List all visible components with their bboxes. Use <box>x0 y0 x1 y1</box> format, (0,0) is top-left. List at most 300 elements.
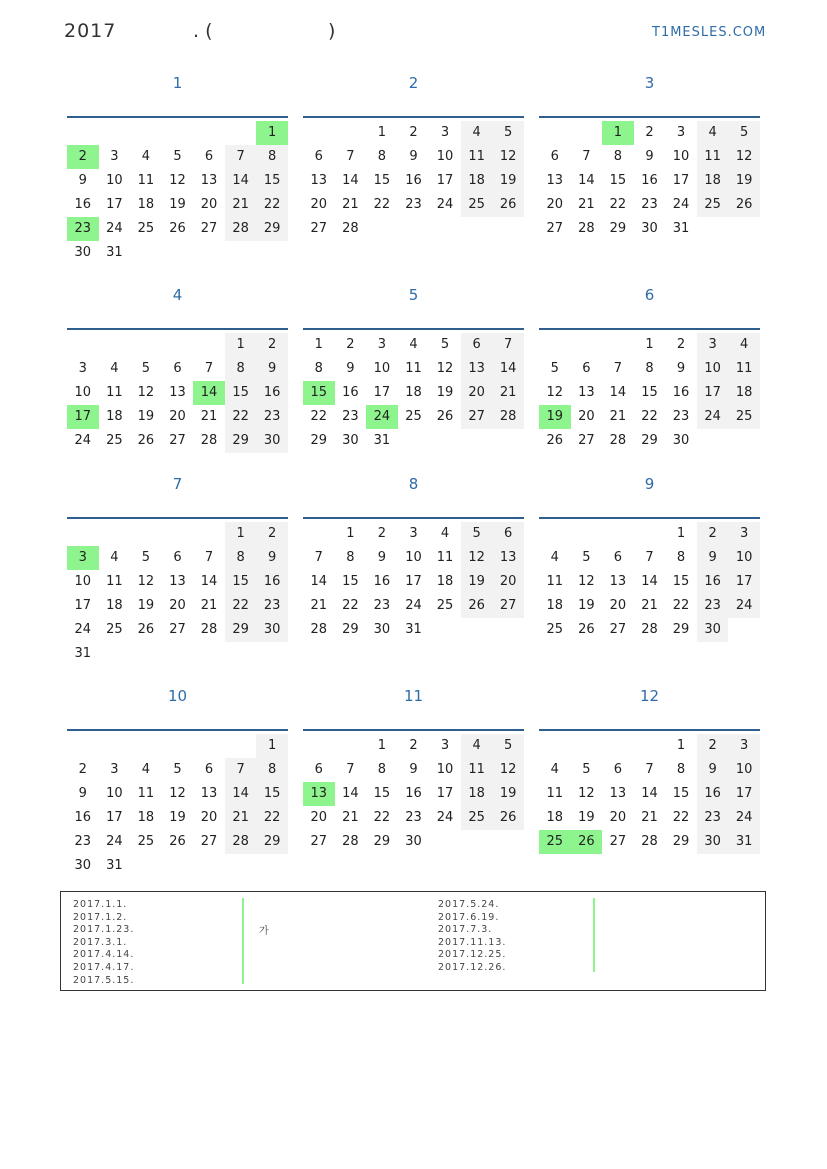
day-cell: 8 <box>613 149 623 164</box>
month-title: 4 <box>172 286 183 304</box>
day-cell: 23 <box>697 806 729 830</box>
day-cell: 15 <box>641 385 658 400</box>
day-cell: 10 <box>74 574 92 589</box>
empty-cell <box>67 522 99 546</box>
legend-left-bar <box>242 898 244 984</box>
day-cell: 17 <box>106 197 123 212</box>
empty-cell <box>602 333 634 357</box>
day-cell: 16 <box>672 385 690 400</box>
day-cell: 3 <box>676 125 686 140</box>
day-cell: 29 <box>342 622 359 637</box>
empty-cell <box>130 642 162 666</box>
day-cell: 6 <box>204 762 214 777</box>
day-cell: 15 <box>256 782 288 806</box>
day-cell: 19 <box>728 169 760 193</box>
day-cell: 12 <box>578 786 595 801</box>
day-cell: 14 <box>200 574 218 589</box>
week-row <box>67 618 288 642</box>
day-cell: 24 <box>436 197 454 212</box>
day-cell: 26 <box>461 594 493 618</box>
day-cell: 9 <box>409 762 418 777</box>
day-cell: 2 <box>409 125 418 140</box>
day-cell: 13 <box>546 173 564 188</box>
month-divider <box>67 116 288 118</box>
empty-cell <box>429 830 461 854</box>
empty-cell <box>429 618 461 642</box>
month-divider <box>67 729 288 731</box>
empty-cell <box>539 734 571 758</box>
day-cell: 2 <box>697 522 729 546</box>
day-cell: 6 <box>492 522 524 546</box>
day-cell: 9 <box>676 361 686 376</box>
empty-cell <box>193 241 225 265</box>
day-cell: 17 <box>728 782 760 806</box>
empty-cell <box>634 522 666 546</box>
day-cell: 25 <box>106 622 123 637</box>
day-cell: 5 <box>728 121 760 145</box>
day-cell: 2 <box>697 734 729 758</box>
day-cell: 8 <box>225 546 257 570</box>
day-cell: 28 <box>310 622 328 637</box>
legend-date: 2017.7.3. <box>438 924 493 936</box>
day-cell: 25 <box>137 221 155 236</box>
day-cell: 2 <box>67 145 99 169</box>
week-row <box>67 357 288 381</box>
day-cell: 27 <box>609 622 627 637</box>
day-cell: 21 <box>225 193 257 217</box>
day-cell: 15 <box>373 173 391 188</box>
day-cell: 8 <box>645 361 654 376</box>
week-row <box>67 806 288 830</box>
day-cell: 6 <box>613 762 623 777</box>
day-cell: 24 <box>672 197 690 212</box>
day-cell: 18 <box>405 385 422 400</box>
day-cell: 30 <box>697 830 729 854</box>
week-row <box>67 642 288 666</box>
day-cell: 5 <box>582 762 591 777</box>
day-cell: 14 <box>225 169 257 193</box>
empty-cell <box>162 522 194 546</box>
day-cell: 30 <box>74 245 92 260</box>
day-cell: 19 <box>436 385 454 400</box>
empty-cell <box>728 618 760 642</box>
week-row <box>539 806 760 830</box>
day-cell: 3 <box>110 149 119 164</box>
day-cell: 26 <box>492 193 524 217</box>
week-row <box>539 522 760 546</box>
day-cell: 16 <box>697 570 729 594</box>
week-row <box>539 618 760 642</box>
day-cell: 30 <box>697 618 729 642</box>
empty-cell <box>728 217 760 241</box>
day-cell: 4 <box>697 121 729 145</box>
empty-cell <box>99 522 131 546</box>
day-cell: 10 <box>106 173 123 188</box>
day-cell: 3 <box>409 526 418 541</box>
week-row <box>539 758 760 782</box>
day-cell: 26 <box>571 830 603 854</box>
day-cell: 2 <box>377 526 387 541</box>
day-cell: 23 <box>67 217 99 241</box>
day-cell: 6 <box>613 550 623 565</box>
month-title: 12 <box>639 687 660 705</box>
day-cell: 1 <box>377 738 387 753</box>
empty-cell <box>130 241 162 265</box>
day-cell: 30 <box>256 429 288 453</box>
day-cell: 10 <box>436 762 454 777</box>
day-cell: 20 <box>200 197 218 212</box>
day-cell: 26 <box>137 433 155 448</box>
day-cell: 1 <box>676 526 686 541</box>
page-title-year: 2017 <box>64 20 117 42</box>
month-title: 10 <box>167 687 188 705</box>
month-title: 8 <box>408 475 419 493</box>
day-cell: 14 <box>578 173 595 188</box>
day-cell: 6 <box>204 149 214 164</box>
week-row <box>539 594 760 618</box>
week-row <box>303 145 524 169</box>
page-title-punctuation: . ( <box>193 20 213 42</box>
legend-date: 2017.12.26. <box>438 961 507 973</box>
day-cell: 15 <box>225 381 257 405</box>
day-cell: 27 <box>169 433 186 448</box>
day-cell: 22 <box>672 598 690 613</box>
day-cell: 27 <box>609 834 627 849</box>
day-cell: 23 <box>373 598 391 613</box>
day-cell: 14 <box>342 173 359 188</box>
week-row <box>67 734 288 758</box>
week-row <box>303 758 524 782</box>
empty-cell <box>303 522 335 546</box>
empty-cell <box>256 241 288 265</box>
day-cell: 14 <box>342 786 359 801</box>
week-row <box>303 357 524 381</box>
day-cell: 30 <box>373 622 391 637</box>
empty-cell <box>99 642 131 666</box>
week-row <box>303 333 524 357</box>
day-cell: 2 <box>78 762 87 777</box>
day-cell: 1 <box>602 121 634 145</box>
day-cell: 25 <box>697 193 729 217</box>
day-cell: 21 <box>225 806 257 830</box>
legend-date: 2017.5.15. <box>73 974 135 986</box>
day-cell: 13 <box>609 574 627 589</box>
day-cell: 17 <box>405 574 422 589</box>
empty-cell <box>225 642 257 666</box>
day-cell: 13 <box>169 574 186 589</box>
day-cell: 14 <box>609 385 627 400</box>
week-row <box>67 145 288 169</box>
week-row <box>303 193 524 217</box>
week-row <box>303 734 524 758</box>
day-cell: 31 <box>106 858 123 873</box>
legend-date: 2017.1.1. <box>73 899 128 910</box>
empty-cell <box>162 121 194 145</box>
day-cell: 10 <box>74 385 92 400</box>
day-cell: 21 <box>342 197 359 212</box>
day-cell: 22 <box>672 810 690 825</box>
day-cell: 1 <box>676 738 686 753</box>
day-cell: 11 <box>405 361 422 376</box>
day-cell: 17 <box>67 405 99 429</box>
day-cell: 28 <box>200 622 218 637</box>
day-cell: 7 <box>225 758 257 782</box>
day-cell: 12 <box>492 145 524 169</box>
day-cell: 11 <box>461 145 493 169</box>
day-cell: 5 <box>141 361 151 376</box>
day-cell: 4 <box>110 550 119 565</box>
day-cell: 18 <box>137 197 155 212</box>
day-cell: 1 <box>314 337 323 352</box>
day-cell: 1 <box>225 522 257 546</box>
day-cell: 19 <box>539 405 571 429</box>
day-cell: 1 <box>225 333 257 357</box>
day-cell: 29 <box>256 830 288 854</box>
week-row <box>539 405 760 429</box>
day-cell: 27 <box>169 622 186 637</box>
day-cell: 3 <box>67 546 99 570</box>
day-cell: 1 <box>377 125 387 140</box>
empty-cell <box>429 217 461 241</box>
day-cell: 28 <box>492 405 524 429</box>
week-row <box>539 734 760 758</box>
day-cell: 9 <box>78 786 87 801</box>
month-days <box>539 121 760 241</box>
empty-cell <box>571 522 603 546</box>
legend-left-note: 가 <box>259 926 269 937</box>
day-cell: 11 <box>137 173 155 188</box>
day-cell: 1 <box>256 734 288 758</box>
empty-cell <box>67 121 99 145</box>
day-cell: 28 <box>609 433 627 448</box>
week-row <box>539 429 760 453</box>
day-cell: 22 <box>256 806 288 830</box>
day-cell: 28 <box>641 622 658 637</box>
day-cell: 16 <box>74 197 92 212</box>
legend-date: 2017.12.25. <box>438 949 507 961</box>
month-title: 5 <box>408 286 419 304</box>
day-cell: 22 <box>225 594 257 618</box>
day-cell: 19 <box>169 197 186 212</box>
day-cell: 4 <box>728 333 760 357</box>
empty-cell <box>461 429 493 453</box>
empty-cell <box>602 522 634 546</box>
day-cell: 15 <box>672 574 690 589</box>
day-cell: 16 <box>405 173 422 188</box>
day-cell: 18 <box>106 409 123 424</box>
day-cell: 4 <box>461 734 493 758</box>
day-cell: 13 <box>303 782 335 806</box>
day-cell: 11 <box>728 357 760 381</box>
day-cell: 18 <box>697 169 729 193</box>
month-title: 11 <box>403 687 424 705</box>
day-cell: 25 <box>137 834 155 849</box>
week-row <box>67 217 288 241</box>
legend-right-dates <box>438 899 506 975</box>
week-row <box>303 381 524 405</box>
month-days <box>539 522 760 642</box>
day-cell: 24 <box>728 806 760 830</box>
month-title: 2 <box>408 74 419 92</box>
day-cell: 3 <box>440 738 450 753</box>
day-cell: 21 <box>200 409 218 424</box>
empty-cell <box>398 429 430 453</box>
day-cell: 12 <box>169 786 186 801</box>
day-cell: 17 <box>373 385 391 400</box>
day-cell: 19 <box>492 782 524 806</box>
month-title: 1 <box>172 74 183 92</box>
day-cell: 14 <box>310 574 328 589</box>
empty-cell <box>193 121 225 145</box>
day-cell: 13 <box>169 385 186 400</box>
day-cell: 5 <box>492 734 524 758</box>
day-cell: 24 <box>405 598 422 613</box>
day-cell: 6 <box>461 333 493 357</box>
legend-date: 2017.6.19. <box>438 911 500 923</box>
day-cell: 12 <box>436 361 454 376</box>
empty-cell <box>162 642 194 666</box>
day-cell: 26 <box>169 834 186 849</box>
brand-link[interactable]: T1MESLES.COM <box>652 25 767 40</box>
week-row <box>67 522 288 546</box>
day-cell: 20 <box>546 197 564 212</box>
day-cell: 26 <box>546 433 564 448</box>
day-cell: 28 <box>342 834 359 849</box>
day-cell: 11 <box>106 385 123 400</box>
month-days <box>303 734 524 854</box>
week-row <box>67 193 288 217</box>
day-cell: 2 <box>256 333 288 357</box>
empty-cell <box>225 854 257 878</box>
day-cell: 23 <box>256 594 288 618</box>
day-cell: 4 <box>141 762 151 777</box>
day-cell: 8 <box>377 149 387 164</box>
empty-cell <box>99 333 131 357</box>
month-days <box>67 333 288 453</box>
day-cell: 30 <box>672 433 690 448</box>
empty-cell <box>256 642 288 666</box>
empty-cell <box>162 241 194 265</box>
empty-cell <box>634 734 666 758</box>
day-cell: 10 <box>436 149 454 164</box>
legend-left-dates <box>73 899 134 987</box>
day-cell: 21 <box>609 409 627 424</box>
week-row <box>67 854 288 878</box>
week-row <box>539 546 760 570</box>
week-row <box>67 758 288 782</box>
day-cell: 21 <box>578 197 595 212</box>
week-row <box>539 145 760 169</box>
day-cell: 4 <box>461 121 493 145</box>
month-divider <box>539 116 760 118</box>
day-cell: 25 <box>539 830 571 854</box>
day-cell: 9 <box>377 550 387 565</box>
day-cell: 17 <box>728 570 760 594</box>
day-cell: 29 <box>609 221 627 236</box>
week-row <box>67 381 288 405</box>
day-cell: 20 <box>200 810 218 825</box>
day-cell: 21 <box>641 598 658 613</box>
empty-cell <box>225 734 257 758</box>
day-cell: 30 <box>405 834 422 849</box>
day-cell: 28 <box>225 217 257 241</box>
day-cell: 6 <box>582 361 591 376</box>
week-row <box>303 782 524 806</box>
day-cell: 27 <box>200 221 218 236</box>
day-cell: 11 <box>546 786 564 801</box>
day-cell: 18 <box>137 810 155 825</box>
empty-cell <box>492 217 524 241</box>
month-divider <box>303 116 524 118</box>
day-cell: 1 <box>346 526 355 541</box>
day-cell: 28 <box>578 221 595 236</box>
day-cell: 9 <box>645 149 654 164</box>
day-cell: 9 <box>697 546 729 570</box>
day-cell: 24 <box>106 834 123 849</box>
day-cell: 18 <box>106 598 123 613</box>
day-cell: 15 <box>672 786 690 801</box>
day-cell: 26 <box>137 622 155 637</box>
day-cell: 21 <box>492 381 524 405</box>
day-cell: 9 <box>346 361 355 376</box>
empty-cell <box>130 333 162 357</box>
day-cell: 19 <box>578 598 595 613</box>
month-title: 7 <box>172 475 183 493</box>
empty-cell <box>162 333 194 357</box>
day-cell: 20 <box>609 598 627 613</box>
week-row <box>539 169 760 193</box>
month-title: 9 <box>644 475 655 493</box>
day-cell: 26 <box>492 806 524 830</box>
day-cell: 27 <box>310 834 328 849</box>
empty-cell <box>492 429 524 453</box>
day-cell: 6 <box>314 149 323 164</box>
month-divider <box>539 729 760 731</box>
month-days <box>303 522 524 642</box>
day-cell: 12 <box>578 574 595 589</box>
week-row <box>303 429 524 453</box>
week-row <box>539 217 760 241</box>
day-cell: 29 <box>310 433 328 448</box>
month-title: 6 <box>644 286 655 304</box>
month-divider <box>303 729 524 731</box>
day-cell: 16 <box>405 786 422 801</box>
day-cell: 25 <box>461 806 493 830</box>
day-cell: 3 <box>110 762 119 777</box>
day-cell: 6 <box>314 762 323 777</box>
day-cell: 9 <box>697 758 729 782</box>
day-cell: 15 <box>373 786 391 801</box>
day-cell: 3 <box>78 361 87 376</box>
day-cell: 11 <box>697 145 729 169</box>
empty-cell <box>130 854 162 878</box>
day-cell: 3 <box>377 337 387 352</box>
day-cell: 5 <box>173 149 182 164</box>
day-cell: 1 <box>256 121 288 145</box>
day-cell: 16 <box>342 385 359 400</box>
month-divider <box>539 328 760 330</box>
empty-cell <box>539 522 571 546</box>
day-cell: 22 <box>373 810 391 825</box>
empty-cell <box>335 121 367 145</box>
page-title-close-paren: ) <box>328 20 336 42</box>
day-cell: 14 <box>225 782 257 806</box>
week-row <box>303 405 524 429</box>
day-cell: 25 <box>461 193 493 217</box>
day-cell: 7 <box>645 550 654 565</box>
day-cell: 29 <box>225 429 257 453</box>
empty-cell <box>162 734 194 758</box>
